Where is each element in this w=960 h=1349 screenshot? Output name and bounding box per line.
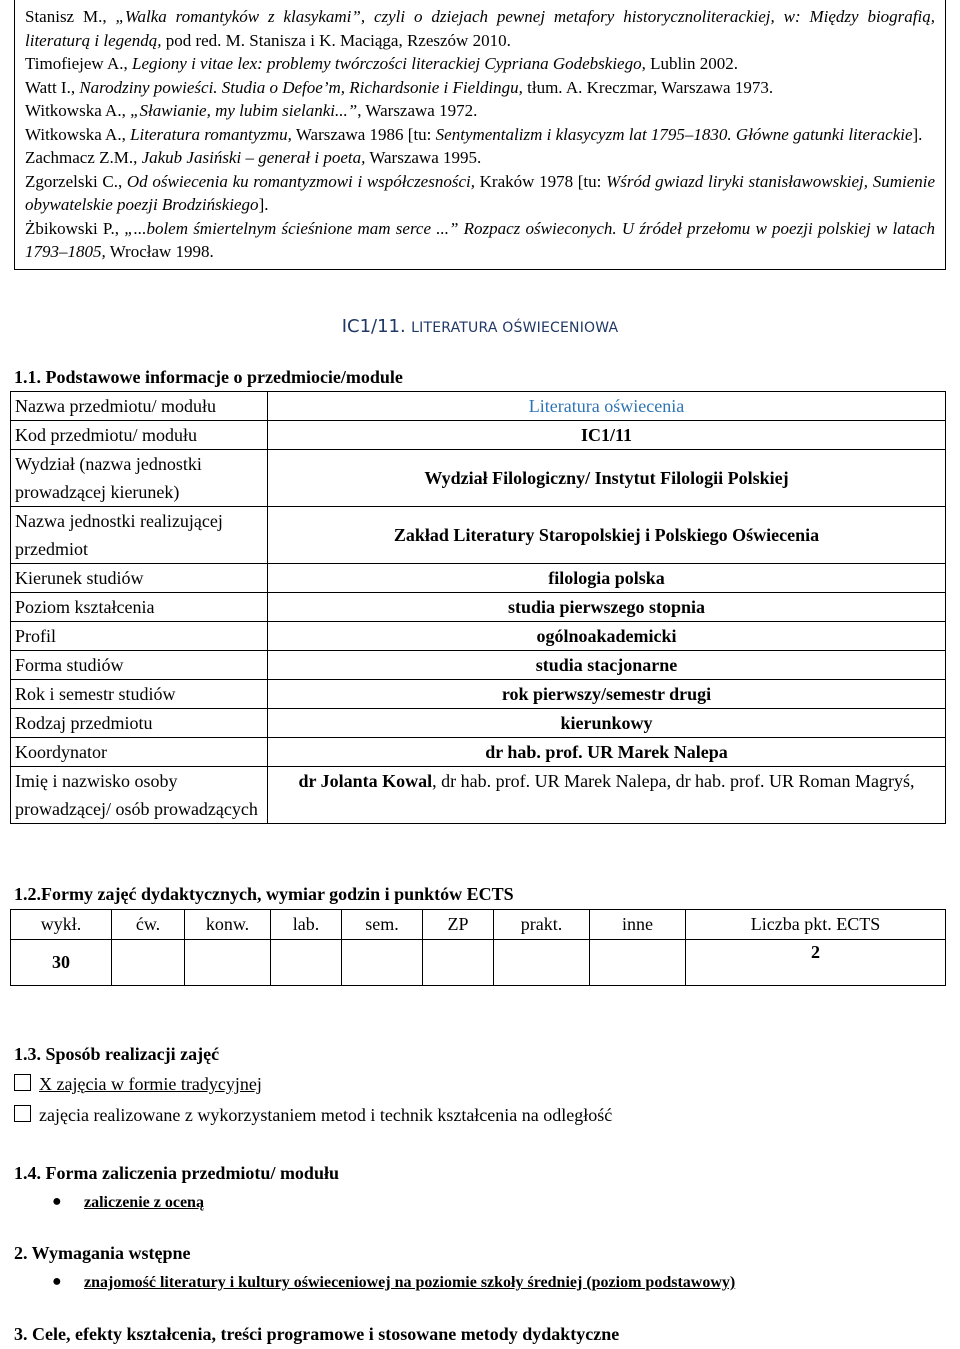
entry-author: Witkowska A. <box>25 124 122 144</box>
bibliography-entry <box>25 52 935 76</box>
entry-tail2: ]. <box>258 195 269 214</box>
entry-sep: , <box>102 7 116 26</box>
option-label: X zajęcia w formie tradycyjnej <box>39 1074 262 1094</box>
forms-table <box>10 909 946 986</box>
col-header: prakt. <box>494 910 590 940</box>
entry-title: Narodziny powieści. Studia o Defoe’m, Richardsonie i Fieldingu, <box>79 77 523 97</box>
entry-sep: , <box>123 54 133 73</box>
row-label: Kierunek studiów <box>11 564 268 593</box>
bibliography-entry <box>25 217 935 264</box>
table-row <box>11 450 946 507</box>
realization-option-traditional <box>14 1074 262 1095</box>
table-row <box>11 421 946 450</box>
value-cell <box>494 940 590 986</box>
row-value: filologia polska <box>268 564 946 593</box>
entry-author: Timofiejew A. <box>25 54 124 73</box>
table-row <box>11 738 946 767</box>
col-header: sem. <box>342 910 423 940</box>
row-label: Koordynator <box>11 738 268 767</box>
value-cell: 30 <box>11 940 112 986</box>
entry-title: Legiony i vitae lex: problemy twórczości literackiej Cypriana Godebskiego, <box>132 54 646 73</box>
entry-author: Zgorzelski C. <box>25 171 118 191</box>
bibliography-entry <box>25 146 935 170</box>
row-label: Profil <box>11 622 268 651</box>
entry-author: Zachmacz Z.M. <box>25 148 134 167</box>
realization-option-remote <box>14 1105 612 1126</box>
row-label: Wydział (nazwa jednostki prowadzącej kierunek) <box>11 450 268 507</box>
entry-title: Literatura romantyzmu, <box>130 124 292 144</box>
row-value: Wydział Filologiczny/ Instytut Filologii Polskiej <box>268 450 946 507</box>
requirements-item: znajomość literatury i kultury oświeceniowej na poziomie szkoły średniej (poziom podstawowy) <box>84 1274 736 1291</box>
entry-sep: , <box>70 77 80 97</box>
entry-sep: , <box>121 101 131 120</box>
row-label: Nazwa jednostki realizującej przedmiot <box>11 507 268 564</box>
realization-heading: 1.3. Sposób realizacji zajęć <box>14 1044 220 1064</box>
table-row <box>11 680 946 709</box>
entry-subtitle: Sentymentalizm i klasycyzm lat 1795–1830. Główne gatunki literackie <box>435 124 913 144</box>
value-cell <box>342 940 423 986</box>
assessment-item: zaliczenie z oceną <box>84 1194 204 1211</box>
forms-values-row <box>11 940 946 986</box>
table-row <box>11 507 946 564</box>
requirements-heading: 2. Wymagania wstępne <box>14 1243 191 1263</box>
basic-info-table <box>10 391 946 824</box>
bibliography-entry <box>25 170 935 217</box>
col-header: lab. <box>271 910 342 940</box>
table-row <box>11 593 946 622</box>
lecturer-others: , dr hab. prof. UR Marek Nalepa, dr hab. prof. UR Roman Magryś, <box>432 771 915 791</box>
value-cell <box>271 940 342 986</box>
row-label: Nazwa przedmiotu/ modułu <box>11 392 268 421</box>
col-header: konw. <box>185 910 271 940</box>
entry-tail: Warszawa 1995. <box>365 148 482 167</box>
row-value <box>268 767 946 824</box>
row-label: Kod przedmiotu/ modułu <box>11 421 268 450</box>
value-cell <box>590 940 686 986</box>
entry-title: Od oświecenia ku romantyzmowi i współczesności, <box>126 171 475 191</box>
section-code: IC1/11. <box>341 316 406 337</box>
entry-title: „Walka romantyków z klasykami”, czyli o dziejach pewnej metafory historycznoliterackiej, w: Między biografią, literaturą i legendą, <box>25 7 935 50</box>
bibliography-entry <box>25 5 935 52</box>
row-label: Poziom kształcenia <box>11 593 268 622</box>
bullet-icon: ● <box>52 1273 62 1290</box>
bibliography-entry <box>25 123 935 147</box>
assessment-heading: 1.4. Forma zaliczenia przedmiotu/ modułu <box>14 1163 339 1183</box>
section-title <box>0 316 960 337</box>
entry-sep: , <box>117 171 127 191</box>
row-label: Rodzaj przedmiotu <box>11 709 268 738</box>
ects-value-cell: 2 <box>686 940 946 986</box>
entry-author: Witkowska A. <box>25 101 122 120</box>
row-value: studia stacjonarne <box>268 651 946 680</box>
table-row <box>11 564 946 593</box>
bibliography-entry <box>25 99 935 123</box>
entry-title: „Sławianie, my lubim sielanki...” <box>130 101 358 120</box>
col-header: wykł. <box>11 910 112 940</box>
lecturer-main: dr Jolanta Kowal <box>298 771 433 791</box>
row-label: Rok i semestr studiów <box>11 680 268 709</box>
table-row <box>11 651 946 680</box>
entry-tail2: ]. <box>912 124 923 144</box>
row-value: IC1/11 <box>268 421 946 450</box>
goals-heading: 3. Cele, efekty kształcenia, treści programowe i stosowane metody dydaktyczne <box>14 1324 620 1344</box>
entry-tail: Kraków 1978 [tu: <box>474 171 607 191</box>
table-row <box>11 392 946 421</box>
entry-author: Żbikowski P. <box>25 218 115 238</box>
col-header: inne <box>590 910 686 940</box>
row-value: dr hab. prof. UR Marek Nalepa <box>268 738 946 767</box>
entry-author: Watt I. <box>25 77 71 97</box>
row-value: ogólnoakademicki <box>268 622 946 651</box>
entry-sep: , <box>121 124 131 144</box>
entry-subtitle: Wśród gwiazd liryki stanisławowskiej, Sumienie obywatelskie poezji Brodzińskiego <box>25 171 936 214</box>
entry-author: Stanisz M. <box>25 7 103 26</box>
row-value: Literatura oświecenia <box>268 392 946 421</box>
forms-heading: 1.2.Formy zajęć dydaktycznych, wymiar godzin i punktów ECTS <box>14 884 514 904</box>
forms-header-row <box>11 910 946 940</box>
checkbox-icon[interactable] <box>14 1105 31 1122</box>
row-label: Imię i nazwisko osoby prowadzącej/ osób prowadzących <box>11 767 268 824</box>
row-value: kierunkowy <box>268 709 946 738</box>
entry-title: Jakub Jasiński – generał i poeta, <box>141 148 366 167</box>
row-value: rok pierwszy/semestr drugi <box>268 680 946 709</box>
col-header: Liczba pkt. ECTS <box>686 910 946 940</box>
row-value: studia pierwszego stopnia <box>268 593 946 622</box>
entry-tail: Lublin 2002. <box>645 54 738 73</box>
basic-info-heading: 1.1. Podstawowe informacje o przedmiocie/module <box>14 367 403 387</box>
checkbox-icon[interactable] <box>14 1074 31 1091</box>
entry-tail: Warszawa 1986 [tu: <box>291 124 436 144</box>
row-value: Zakład Literatury Staropolskiej i Polskiego Oświecenia <box>268 507 946 564</box>
section-name: LITERATURA OŚWIECENIOWA <box>411 320 619 336</box>
table-row <box>11 622 946 651</box>
col-header: ćw. <box>112 910 185 940</box>
table-row <box>11 709 946 738</box>
bullet-icon: ● <box>52 1193 62 1210</box>
value-cell <box>185 940 271 986</box>
bibliography-box <box>14 0 946 270</box>
bibliography-entry <box>25 76 935 100</box>
entry-tail: , Warszawa 1972. <box>357 101 478 120</box>
col-header: ZP <box>423 910 494 940</box>
row-label: Forma studiów <box>11 651 268 680</box>
value-cell <box>423 940 494 986</box>
entry-tail: tłum. A. Kreczmar, Warszawa 1973. <box>522 77 774 97</box>
entry-tail: pod red. M. Stanisza i K. Maciąga, Rzeszów 2010. <box>161 30 511 50</box>
entry-title: „...bolem śmiertelnym ścieśnione mam serce ...” Rozpacz oświeconych. U źródeł przełomu w poezji polskiej w latach 1793–1805, <box>25 218 936 261</box>
table-row <box>11 767 946 824</box>
option-label: zajęcia realizowane z wykorzystaniem metod i technik kształcenia na odległość <box>39 1105 613 1125</box>
entry-sep: , <box>133 148 142 167</box>
value-cell <box>112 940 185 986</box>
entry-sep: , <box>114 218 125 238</box>
entry-tail: Wrocław 1998. <box>105 242 214 261</box>
